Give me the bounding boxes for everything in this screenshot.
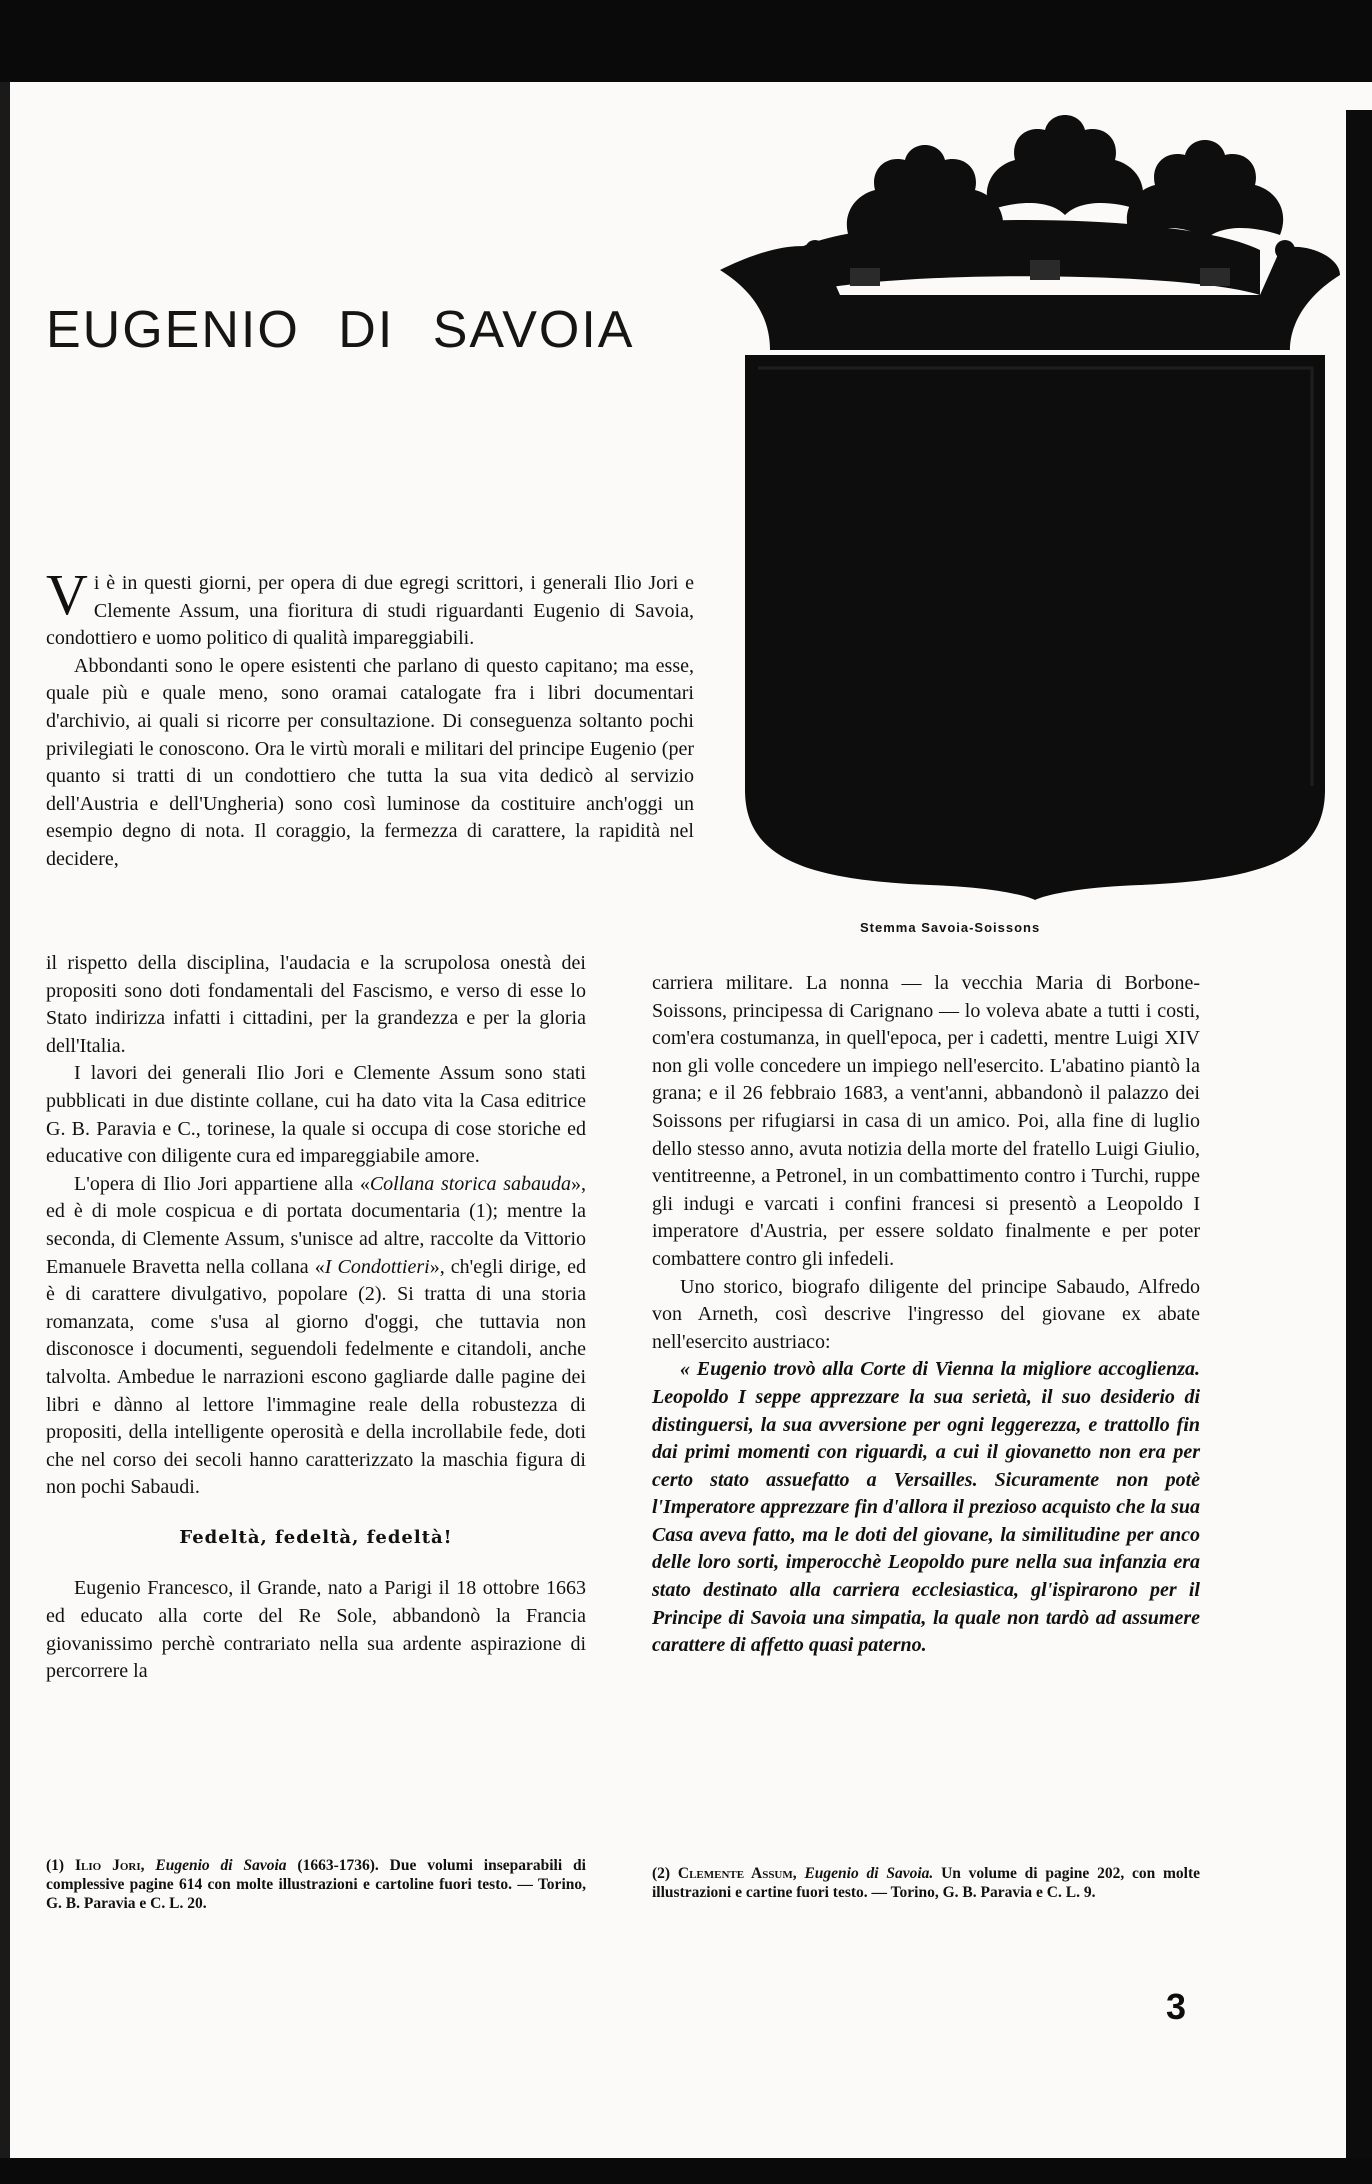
paragraph-opere: L'opera di Ilio Jori appartiene alla «Collana storica sabauda», ed è di mole cospicua e di portata documentaria (1); mentre la seconda, di Clemente Assum, s'unisce ad altre, raccolte da Vittorio Emanuele Bravetta nella collana «I Condottieri», ch'egli dirige, ed è di carattere divulgativo, popolare (2). Si tratta di una storia romanzata, come s'usa al giorno d'oggi, che tuttavia non disconosce i documenti, seguendoli fedelmente e citandoli, anche talvolta. Ambedue le narrazioni escono gagliarde dalle pagine dei libri e dànno al lettore l'immagine reale della robustezza di propositi, della intelligente operosità e della incrollabile fede, doti che nel corso dei secoli hanno caratterizzato la maschia figura di non pochi Sabaudi. [46,1172,586,1499]
paragraph-arneth: Uno storico, biografo diligente del principe Sabaudo, Alfredo von Arneth, così descrive l'ingresso del giovane ex abate nell'esercito austriaco: [652,1275,1200,1353]
crown-icon [720,115,1340,350]
footnote-1: (1) Ilio Jori, Eugenio di Savoia (1663-1736). Due volumi inseparabili di complessive pagine 614 con molte illustrazioni e cartoline fuori testo. — Torino, G. B. Paravia e C. L. 20. [46,1857,586,1912]
savoia-soissons-coat-of-arms-icon [700,100,1346,900]
crest-caption: Stemma Savoia-Soissons [860,920,1041,935]
scan-bottom-border [0,2158,1372,2184]
shield-icon [745,355,1325,900]
left-column [46,950,586,1686]
collana-title: Collana storica sabauda [369,1172,571,1195]
scan-right-border [1346,110,1372,2184]
right-column [652,970,1200,1660]
page-number: 3 [1166,1986,1187,2027]
collana-title: I Condottieri [324,1255,430,1278]
arneth-quote: « Eugenio trovò alla Corte di Vienna la migliore accoglienza. Leopoldo I seppe apprezzare la sua serietà, il suo desiderio di distinguersi, la sua avversione per ogni leggerezza, e trattollo fin dai primi momenti con riguardi, a cui il giovanetto non era per certo stato assuefatto a Versailles. Sicuramente non potè l'Imperatore apprezzare fin d'allora il prezioso acquisto che la sua Casa aveva fatto, ma le doti del giovane, la similitudine per anco delle loro sorti, imperocchè Leopoldo pure nella sua infanzia era stato destinato alla carriera ecclesiastica, gl'ispirarono per il Principe di Savoia una simpatia, la quale non tardò ad assumere carattere di affetto quasi paterno. [652,1358,1200,1657]
footnote-2: (2) Clemente Assum, Eugenio di Savoia. Un volume di pagine 202, con molte illustrazioni e cartine fuori testo. — Torino, G. B. Paravia e C. L. 9. [652,1865,1201,1901]
paragraph-continuation: il rispetto della disciplina, l'audacia e la scrupolosa onestà dei propositi sono doti fondamentali del Fascismo, e verso di esse lo Stato indirizza infatti i cittadini, per la grandezza e per la gloria dell'Italia. [46,952,586,1057]
intro-column [46,562,694,874]
intro-paragraph: Vi è in questi giorni, per opera di due egregi scrittori, i generali Ilio Jori e Clemente Assum, una fioritura di studi riguardanti Eugenio di Savoia, condottiero e uomo politico di qualità impareggiabili. [46,562,694,650]
scan-top-border [0,0,1372,82]
intro-paragraph-2: Abbondanti sono le opere esistenti che parlano di questo capitano; ma esse, quale più e quale meno, sono oramai catalogate fra i libri documentari d'archivio, ai quali si ricorre per consultazione. Di conseguenza soltanto pochi privilegiati le conoscono. Ora le virtù morali e militari del principe Eugenio (per quanto si tratti di un condottiero che tutta la sua vita dedicò al servizio dell'Austria e dell'Ungheria) sono così luminose da costituire anch'oggi un esempio degno di nota. Il coraggio, la fermezza di carattere, la rapidità nel decidere, [46,654,694,870]
drop-cap: V [46,562,88,627]
paragraph-collane: I lavori dei generali Ilio Jori e Clemente Assum sono stati pubblicati in due distinte collane, cui ha dato vita la Casa editrice G. B. Paravia e C., torinese, la quale si occupa di cose storiche ed educative con diligente cura ed impareggiabile amore. [46,1062,586,1168]
scan-left-border [0,82,10,2184]
paragraph-career: carriera militare. La nonna — la vecchia Maria di Borbone-Soissons, principessa di Carignano — lo voleva abate a tutti i costi, com'era costumanza, in quell'epoca, per i cadetti, mentre Luigi XIV non gli volle concedere un impiego nell'esercito. L'abatino piantò la grana; e il 26 febbraio 1683, a vent'anni, abbandonò il palazzo dei Soissons per rifugiarsi in casa di un amico. Poi, alla fine di luglio dello stesso anno, avuta notizia della morte del fratello Luigi Giulio, ventitreenne, a Petronel, in un combattimento contro i Turchi, ruppe gli indugi e varcati i confini francesi si presentò a Leopoldo I imperatore d'Austria, per essere soldato finalmente e per poter combattere contro gli infedeli. [652,972,1200,1270]
section-heading: Fedeltà, fedeltà, fedeltà! [179,1526,453,1548]
article-title: EUGENIO DI SAVOIA [46,301,635,359]
paragraph-birth: Eugenio Francesco, il Grande, nato a Parigi il 18 ottobre 1663 ed educato alla corte del Re Sole, abbandonò la Francia giovanissimo perchè contrariato nella sua ardente aspirazione di percorrere la [46,1577,586,1683]
